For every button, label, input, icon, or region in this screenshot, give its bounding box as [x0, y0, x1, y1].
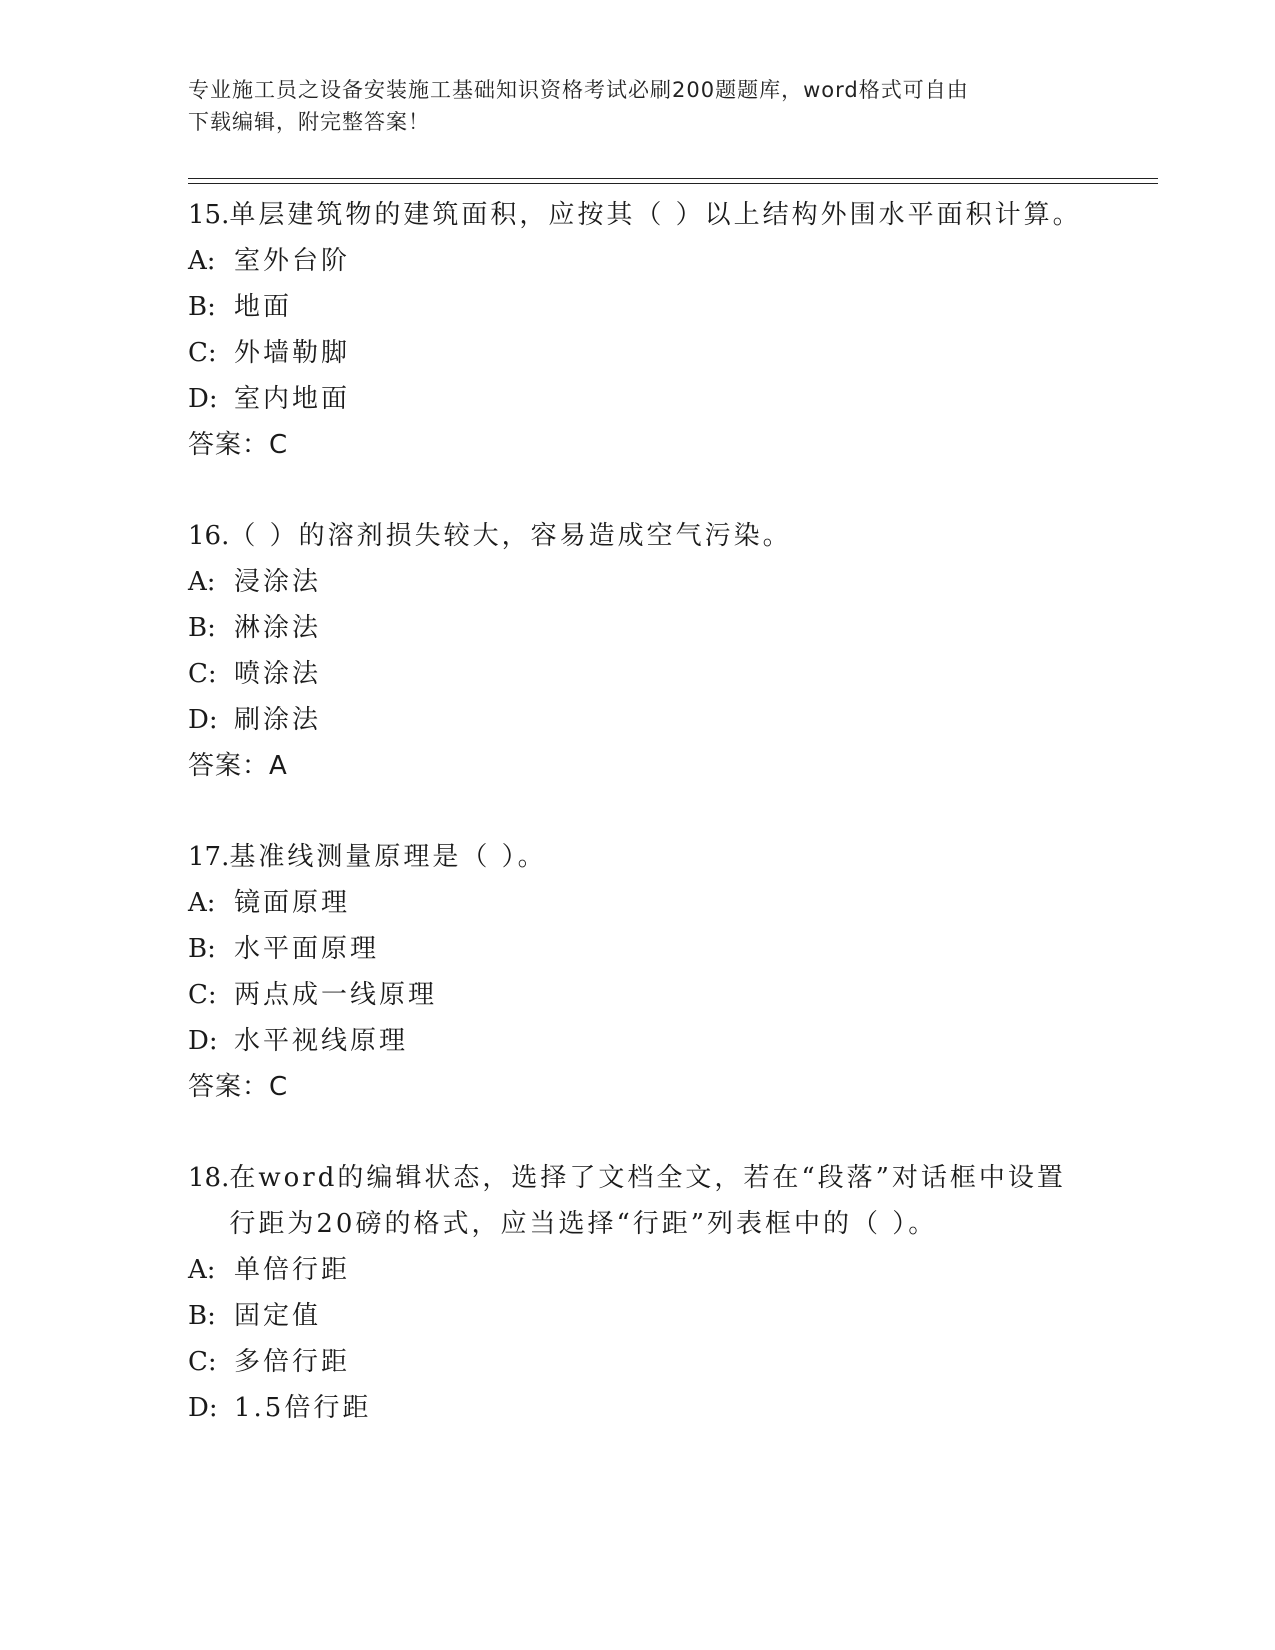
option-text: 刷涂法: [234, 705, 322, 735]
question-body: 基准线测量原理是（ ）。: [229, 842, 547, 872]
option-label: A:: [188, 246, 216, 276]
option-a: [188, 559, 1088, 605]
option-a: [188, 880, 1088, 926]
option-label: B:: [188, 613, 216, 643]
option-label: D:: [188, 1026, 218, 1056]
question-text: [188, 834, 1088, 880]
option-label: B:: [188, 292, 216, 322]
document-header: [188, 74, 1088, 138]
option-text: 地面: [234, 292, 293, 322]
question-body: 在word的编辑状态，选择了文档全文，若在“段落”对话框中设置行距为20磅的格式，应当选择“行距”列表框中的（ ）。: [229, 1163, 1066, 1239]
question-15: [188, 192, 1088, 468]
option-label: A:: [188, 1255, 216, 1285]
option-text: 室内地面: [234, 384, 351, 414]
answer-line: 答案：C: [188, 430, 289, 460]
question-17: [188, 834, 1088, 1110]
question-list: [188, 192, 1088, 1476]
header-line-1: 专业施工员之设备安装施工基础知识资格考试必刷200题题库，word格式可自由: [188, 78, 969, 102]
option-label: C:: [188, 659, 217, 689]
option-label: D:: [188, 705, 218, 735]
option-label: C:: [188, 338, 217, 368]
header-divider-thin: [188, 183, 1158, 184]
option-text: 室外台阶: [234, 246, 351, 276]
option-b: [188, 1293, 1088, 1339]
question-text: [188, 513, 1088, 559]
question-16: [188, 513, 1088, 789]
header-line-2: 下载编辑，附完整答案！: [188, 110, 430, 134]
option-label: D:: [188, 384, 218, 414]
option-text: 喷涂法: [234, 659, 322, 689]
question-number: 17.: [188, 842, 230, 872]
option-text: 单倍行距: [234, 1255, 351, 1285]
option-text: 多倍行距: [234, 1347, 351, 1377]
option-text: 固定值: [234, 1301, 322, 1331]
option-b: [188, 605, 1088, 651]
option-d: [188, 1018, 1088, 1064]
option-c: [188, 651, 1088, 697]
option-label: B:: [188, 1301, 216, 1331]
option-a: [188, 1247, 1088, 1293]
question-text: [188, 1155, 1088, 1247]
option-label: A:: [188, 567, 216, 597]
option-d: [188, 1385, 1088, 1431]
question-text: [188, 192, 1088, 238]
header-divider: [188, 178, 1158, 179]
option-c: [188, 972, 1088, 1018]
option-text: 水平面原理: [234, 934, 380, 964]
option-c: [188, 330, 1088, 376]
option-label: B:: [188, 934, 216, 964]
option-b: [188, 926, 1088, 972]
option-label: C:: [188, 980, 217, 1010]
option-label: D:: [188, 1393, 218, 1423]
option-text: 1.5倍行距: [234, 1393, 372, 1423]
option-text: 外墙勒脚: [234, 338, 351, 368]
option-label: C:: [188, 1347, 217, 1377]
option-text: 浸涂法: [234, 567, 322, 597]
question-number: 15.: [188, 200, 230, 230]
option-text: 淋涂法: [234, 613, 322, 643]
option-d: [188, 697, 1088, 743]
question-number: 18.: [188, 1163, 230, 1193]
question-body: （ ）的溶剂损失较大，容易造成空气污染。: [229, 521, 792, 551]
question-number: 16.: [188, 521, 230, 551]
option-text: 水平视线原理: [234, 1026, 409, 1056]
option-label: A:: [188, 888, 216, 918]
question-18: [188, 1155, 1088, 1431]
option-text: 镜面原理: [234, 888, 351, 918]
answer-line: 答案：C: [188, 1072, 289, 1102]
option-c: [188, 1339, 1088, 1385]
answer-line: 答案：A: [188, 751, 288, 781]
question-body: 单层建筑物的建筑面积，应按其（ ）以上结构外围水平面积计算。: [229, 200, 1082, 230]
option-b: [188, 284, 1088, 330]
option-a: [188, 238, 1088, 284]
option-d: [188, 376, 1088, 422]
option-text: 两点成一线原理: [234, 980, 438, 1010]
